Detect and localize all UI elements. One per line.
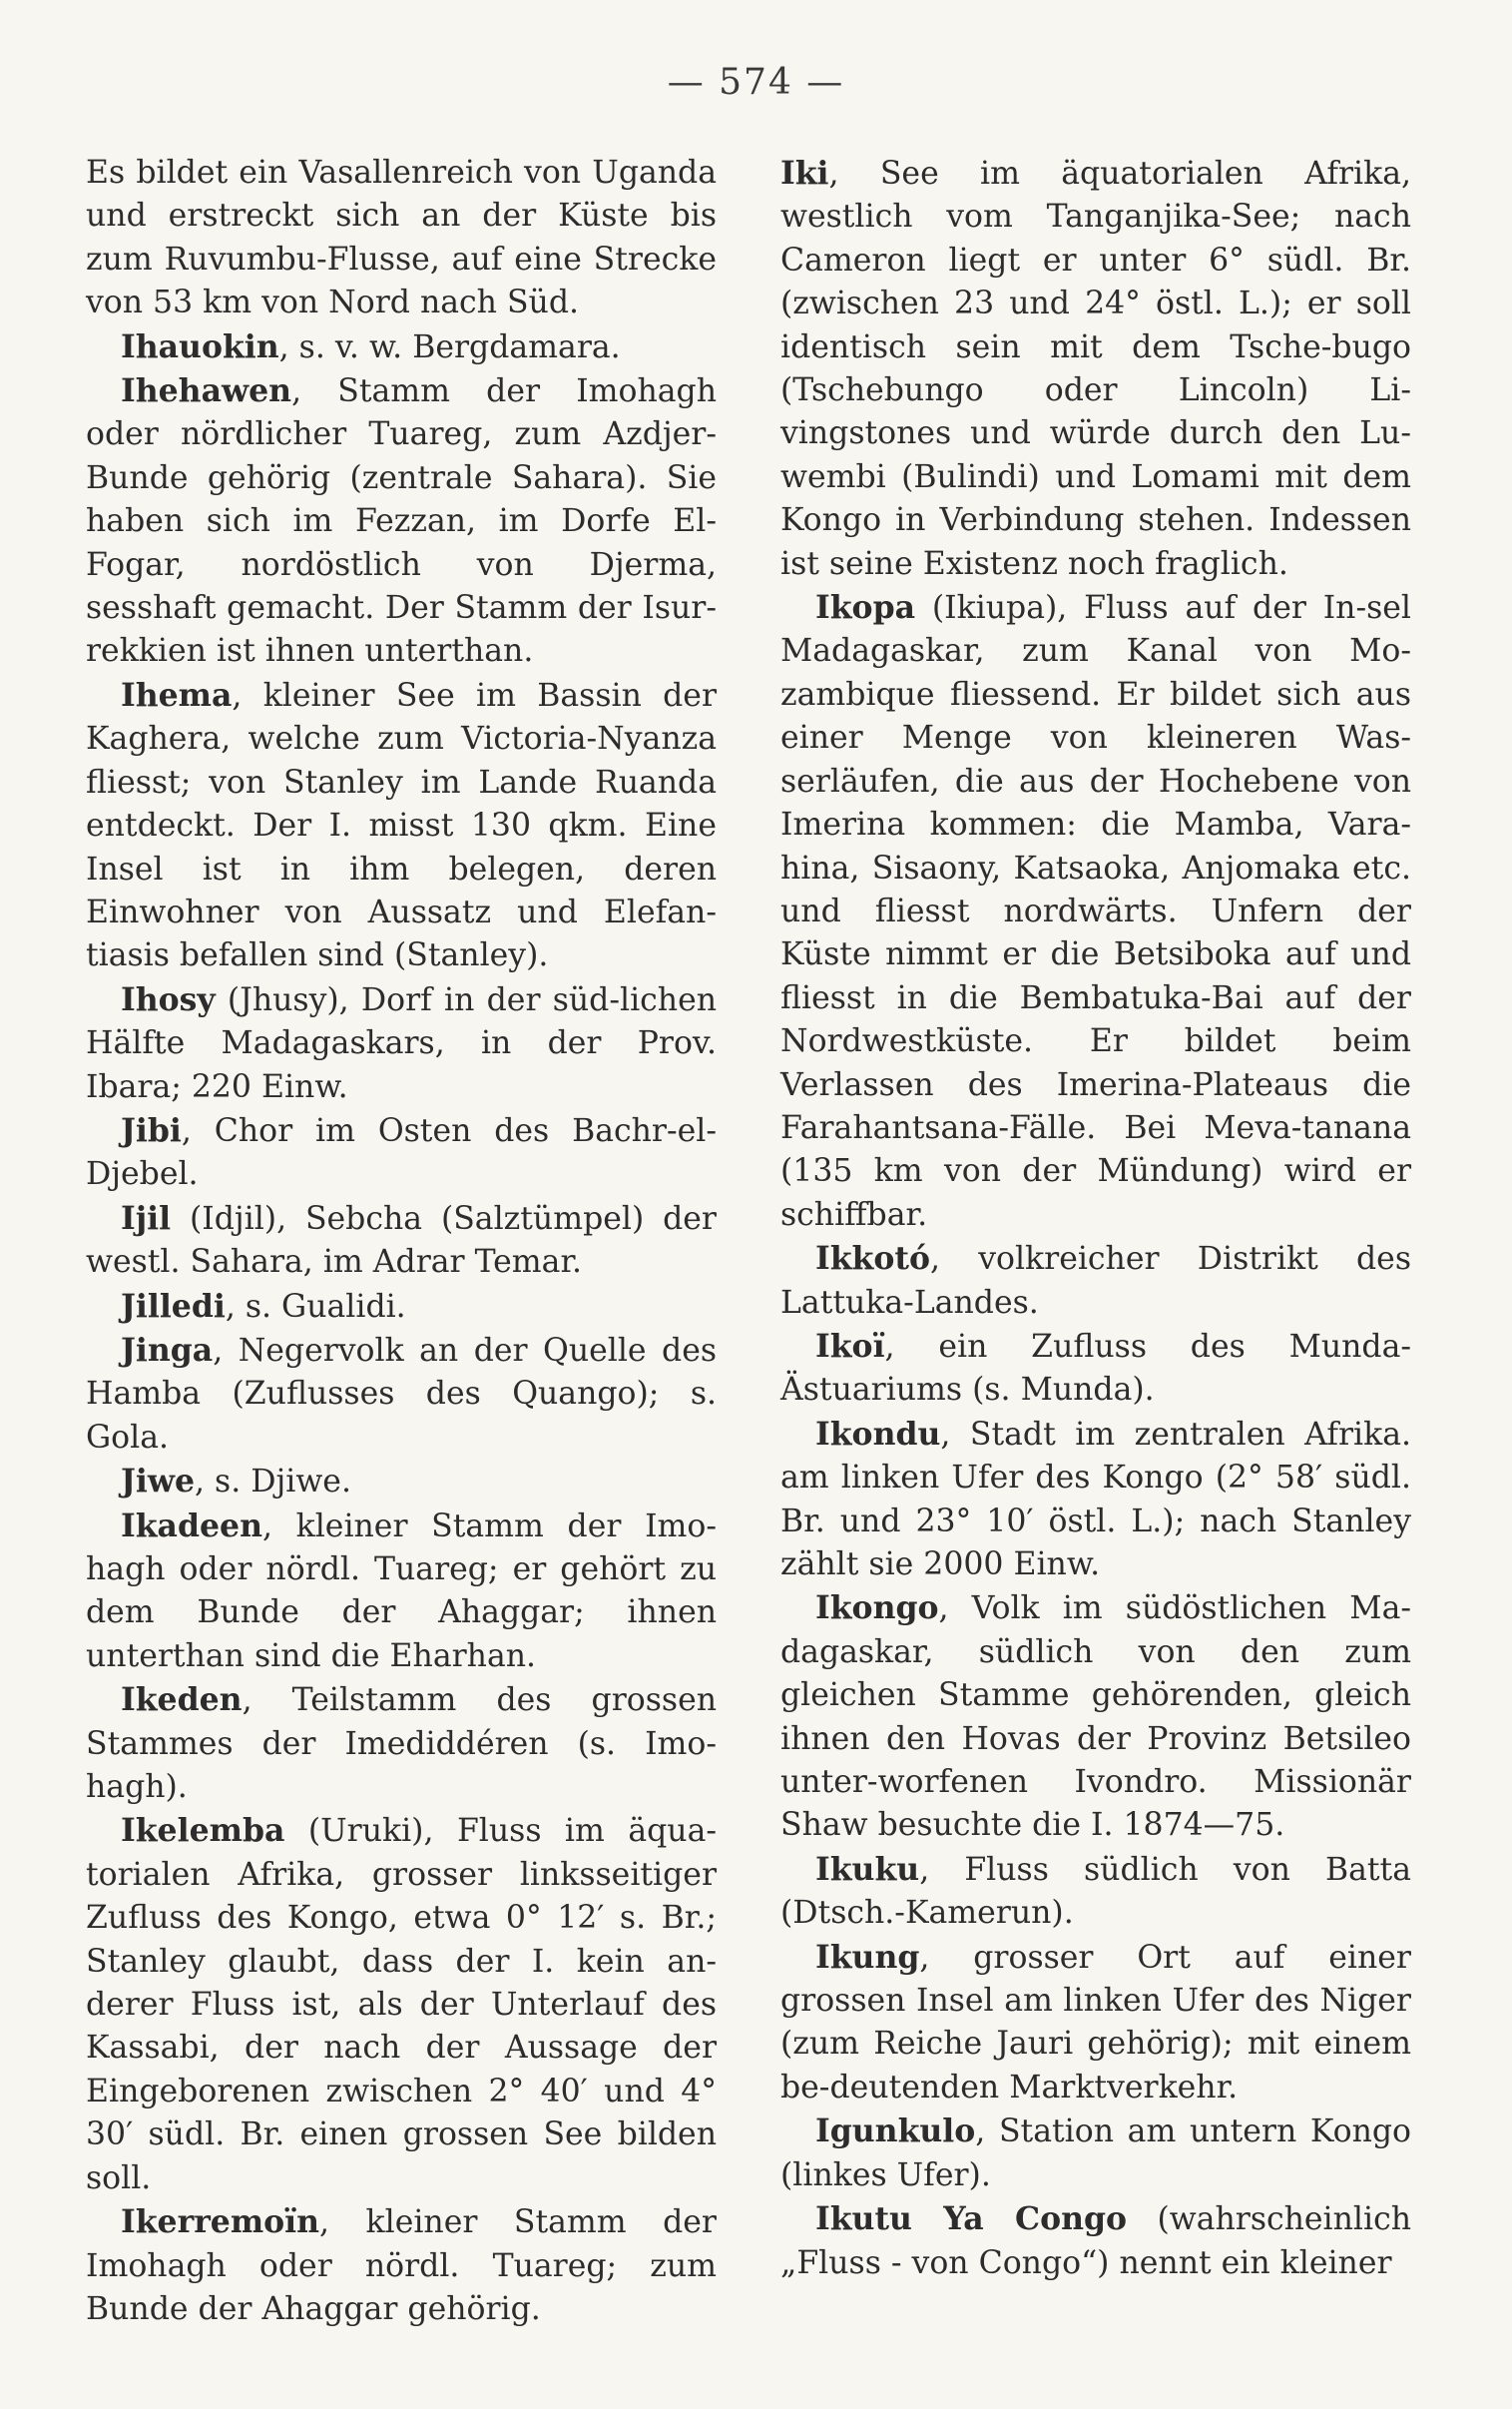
entry-text: , Station am untern Kongo (linkes Ufer). [780,2113,1411,2193]
entry-headword: Jiwe [121,1463,196,1501]
entry-headword: Ihehawen [121,372,292,410]
entry-text: , See im äquatorialen Afrika, westlich vom Tanganjika-See; nach Cameron liegt er unter 6° südl. Br. (zwischen 23 und 24° östl. L.); er soll identisch sein mit dem Tsche-bugo (Tschebungo oder Lincoln) Li-vingstones und würde durch den Lu-wembi (Bulindi) und Lomami mit dem Kongo in Verbindung stehen. Indessen ist seine Existenz noch fraglich. [780,156,1411,582]
dictionary-entry [86,1285,717,1329]
entry-headword: Ihosy [121,980,216,1018]
dictionary-entry [86,2200,717,2331]
entry-headword: Ikeden [121,1681,243,1719]
entry-headword: Ihema [121,676,233,714]
entry-text: (wahrscheinlich „Fluss - von Congo“) nennt ein kleiner [780,2201,1411,2281]
page-number: — 574 — [667,62,845,103]
entry-headword: Ikopa [815,589,916,627]
dictionary-entry [86,1505,717,1679]
entry-headword: Jibi [121,1111,182,1149]
entry-headword: Ihauokin [121,327,279,365]
entry-headword: Jilledi [121,1287,226,1325]
entry-text: , kleiner Stamm der Imo-hagh oder nördl. Tuareg; er gehört zu dem Bunde der Ahaggar; ihnen unterthan sind die Eharhan. [86,1507,717,1674]
left-column [86,152,717,2331]
dictionary-entry [780,2109,1411,2197]
entry-text: , s. Djiwe. [195,1464,351,1501]
entry-text: , Fluss südlich von Batta (Dtsch.-Kamerun). [780,1851,1411,1932]
dictionary-entry [780,1325,1411,1413]
entry-text: , Stadt im zentralen Afrika. am linken Ufer des Kongo (2° 58′ südl. Br. und 23° 10′ östl. L.); nach Stanley zählt sie 2000 Einw. [780,1416,1411,1582]
dictionary-entry [780,586,1411,1237]
entry-headword: Ikongo [815,1589,939,1627]
dictionary-entry [780,1936,1411,2110]
entry-text: , s. v. w. Bergdamara. [278,328,621,365]
dictionary-entry [86,1809,717,2200]
entry-headword: Iki [780,155,829,192]
dictionary-entry [780,2197,1411,2285]
entry-headword: Jinga [121,1331,214,1369]
entry-headword: Ikkotó [815,1240,930,1278]
dictionary-entry [86,1329,717,1460]
dictionary-entry [86,978,717,1109]
dictionary-entry [86,1678,717,1809]
entry-headword: Ikung [815,1938,920,1976]
dictionary-entry [780,152,1411,586]
entry-text: , kleiner See im Bassin der Kaghera, welche zum Victoria-Nyanza fliesst; von Stanley im Lande Ruanda entdeckt. Der I. misst 130 qkm. Eine Insel ist in ihm belegen, deren Einwohner von Aussatz und Elefan-tiasis befallen sind (Stanley). [86,677,717,974]
entry-headword: Ikutu Ya Congo [815,2200,1128,2238]
entry-headword: Ikelemba [121,1812,285,1850]
entry-headword: Ikerremoïn [121,2203,320,2241]
entry-text: , kleiner Stamm der Imohagh oder nördl. Tuareg; zum Bunde der Ahaggar gehörig. [86,2204,717,2327]
entry-headword: Igunkulo [815,2112,976,2150]
entry-text: , s. Gualidi. [225,1288,406,1325]
entry-text: , ein Zufluss des Munda-Ästuariums (s. Munda). [780,1328,1411,1409]
entry-text: Es bildet ein Vasallenreich von Uganda und erstreckt sich an der Küste bis zum Ruvumbu-Flusse, auf eine Strecke von 53 km von Nord nach Süd. [86,155,717,321]
entry-text: , Negervolk an der Quelle des Hamba (Zuflusses des Quango); s. Gola. [86,1332,717,1456]
entry-text: (Jhusy), Dorf in der süd-lichen Hälfte Madagaskars, in der Prov. Ibara; 220 Einw. [86,981,717,1105]
entry-text: (Idjil), Sebcha (Salztümpel) der westl. Sahara, im Adrar Temar. [86,1200,717,1281]
entry-text: , Chor im Osten des Bachr-el-Djebel. [86,1112,717,1193]
dictionary-entry [86,1460,717,1504]
entry-text: , grosser Ort auf einer grossen Insel am linken Ufer des Niger (zum Reiche Jauri gehörig); mit einem be-deutenden Marktverkehr. [780,1939,1411,2106]
dictionary-entry [780,1848,1411,1936]
dictionary-entry [86,1197,717,1285]
dictionary-entry [780,1237,1411,1325]
dictionary-entry [86,369,717,674]
dictionary-entry [86,325,717,369]
entry-text: , Stamm der Imohagh oder nördlicher Tuareg, zum Azdjer-Bunde gehörig (zentrale Sahara). Sie haben sich im Fezzan, im Dorfe El-Fogar, nordöstlich von Djerma, sesshaft gemacht. Der Stamm der Isur-rekkien ist ihnen unterthan. [86,373,717,670]
dictionary-entry [86,152,717,325]
entry-headword: Ikuku [815,1850,920,1888]
entry-headword: Ikadeen [121,1506,262,1544]
entry-text: (Ikiupa), Fluss auf der In-sel Madagaskar, zum Kanal von Mo-zambique fliessend. Er bildet sich aus einer Menge von kleineren Was-serläufen, die aus der Hochebene von Imerina kommen: die Mamba, Vara-hina, Sisaony, Katsaoka, Anjomaka etc. und fliesst nordwärts. Unfern der Küste nimmt er die Betsiboka auf und fliesst in die Bembatuka-Bai auf der Nordwestküste. Er bildet beim Verlassen des Imerina-Plateaus die Farahantsana-Fälle. Bei Meva-tanana (135 km von der Mündung) wird er schiffbar. [780,590,1411,1233]
entry-headword: Ijil [121,1199,172,1237]
entry-text: (Uruki), Fluss im äqua-torialen Afrika, grosser linksseitiger Zufluss des Kongo, etwa 0° 12′ s. Br.; Stanley glaubt, dass der I. kein an-derer Fluss ist, als der Unterlauf des Kassabi, der nach der Aussage der Eingeborenen zwischen 2° 40′ und 4° 30′ südl. Br. einen grossen See bilden soll. [86,1813,717,2196]
dictionary-entry [780,1413,1411,1587]
right-column [780,152,1411,2285]
entry-text: , Teilstamm des grossen Stammes der Imediddéren (s. Imo-hagh). [86,1682,717,1806]
dictionary-entry [86,674,717,978]
entry-text: , Volk im südöstlichen Ma-dagaskar, südlich von den zum gleichen Stamme gehörenden, gleich ihnen den Hovas der Provinz Betsileo unter-worfenen Ivondro. Missionär Shaw besuchte die I. 1874—75. [780,1590,1411,1844]
entry-headword: Ikondu [815,1415,941,1453]
entry-headword: Ikoï [815,1327,885,1365]
dictionary-entry [86,1109,717,1197]
dictionary-entry [780,1586,1411,1847]
entry-text: , volkreicher Distrikt des Lattuka-Landes. [780,1241,1411,1321]
